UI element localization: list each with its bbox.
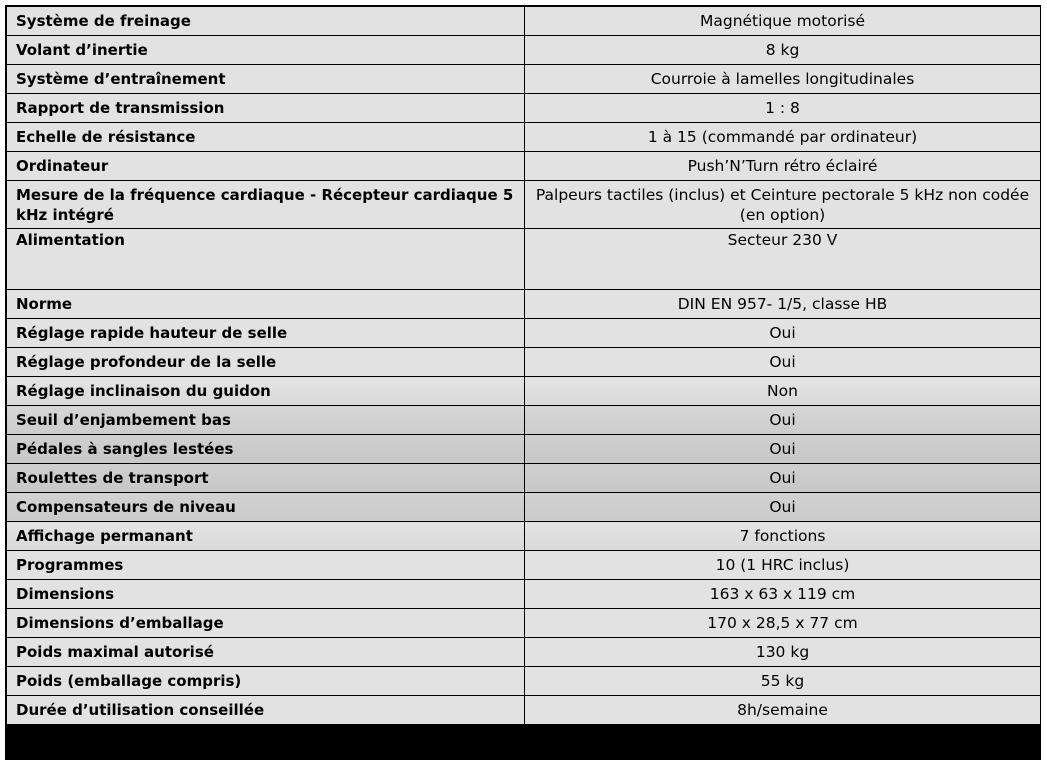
table-row	[7, 377, 1041, 406]
spec-label: Réglage inclinaison du guidon	[7, 377, 525, 406]
spec-label: Programmes	[7, 551, 525, 580]
spec-label: Seuil d’enjambement bas	[7, 406, 525, 435]
spec-label: Réglage rapide hauteur de selle	[7, 319, 525, 348]
spec-sheet	[5, 5, 1041, 760]
spec-value: Oui	[525, 319, 1041, 348]
spec-value: Non	[525, 377, 1041, 406]
spec-value: 130 kg	[525, 638, 1041, 667]
spec-label: Durée d’utilisation conseillée	[7, 696, 525, 725]
table-row	[7, 667, 1041, 696]
spec-label: Système de freinage	[7, 7, 525, 36]
spec-label: Réglage profondeur de la selle	[7, 348, 525, 377]
spec-label: Dimensions	[7, 580, 525, 609]
table-row	[7, 580, 1041, 609]
spec-value: Palpeurs tactiles (inclus) et Ceinture pectorale 5 kHz non codée (en option)	[525, 181, 1041, 229]
spec-value: Magnétique motorisé	[525, 7, 1041, 36]
spec-value: Oui	[525, 406, 1041, 435]
spec-value: Oui	[525, 348, 1041, 377]
spec-label: Mesure de la fréquence cardiaque - Récepteur cardiaque 5 kHz intégré	[7, 181, 525, 229]
spec-value: 7 fonctions	[525, 522, 1041, 551]
spec-label: Compensateurs de niveau	[7, 493, 525, 522]
spec-label: Norme	[7, 290, 525, 319]
spec-label: Rapport de transmission	[7, 94, 525, 123]
table-row	[7, 123, 1041, 152]
spec-value: Oui	[525, 464, 1041, 493]
spec-label: Affichage permanant	[7, 522, 525, 551]
spec-value: 8 kg	[525, 36, 1041, 65]
table-row	[7, 319, 1041, 348]
table-row	[7, 493, 1041, 522]
spec-value: DIN EN 957- 1/5, classe HB	[525, 290, 1041, 319]
spec-label: Alimentation	[7, 229, 525, 290]
table-row	[7, 609, 1041, 638]
table-row	[7, 348, 1041, 377]
spec-value: Courroie à lamelles longitudinales	[525, 65, 1041, 94]
spec-label: Système d’entraînement	[7, 65, 525, 94]
spec-label: Roulettes de transport	[7, 464, 525, 493]
spec-label: Pédales à sangles lestées	[7, 435, 525, 464]
spec-value: Oui	[525, 493, 1041, 522]
spec-value: 10 (1 HRC inclus)	[525, 551, 1041, 580]
table-row	[7, 696, 1041, 725]
spec-value: Push’N’Turn rétro éclairé	[525, 152, 1041, 181]
table-row	[7, 290, 1041, 319]
spec-label: Echelle de résistance	[7, 123, 525, 152]
spec-value: 163 x 63 x 119 cm	[525, 580, 1041, 609]
spec-value: Oui	[525, 435, 1041, 464]
table-row	[7, 181, 1041, 229]
spec-value: 8h/semaine	[525, 696, 1041, 725]
table-row	[7, 522, 1041, 551]
spec-value: 1 à 15 (commandé par ordinateur)	[525, 123, 1041, 152]
spec-value: 170 x 28,5 x 77 cm	[525, 609, 1041, 638]
spec-value: 1 : 8	[525, 94, 1041, 123]
table-row	[7, 464, 1041, 493]
table-row	[7, 65, 1041, 94]
table-row	[7, 551, 1041, 580]
spec-label: Dimensions d’emballage	[7, 609, 525, 638]
table-row	[7, 229, 1041, 290]
spec-label: Poids maximal autorisé	[7, 638, 525, 667]
specifications-table	[6, 6, 1041, 725]
table-row	[7, 94, 1041, 123]
table-row	[7, 36, 1041, 65]
table-row	[7, 7, 1041, 36]
spec-value: Secteur 230 V	[525, 229, 1041, 290]
table-row	[7, 152, 1041, 181]
spec-label: Poids (emballage compris)	[7, 667, 525, 696]
table-row	[7, 435, 1041, 464]
spec-value: 55 kg	[525, 667, 1041, 696]
table-row	[7, 638, 1041, 667]
spec-label: Volant d’inertie	[7, 36, 525, 65]
table-row	[7, 406, 1041, 435]
spec-label: Ordinateur	[7, 152, 525, 181]
